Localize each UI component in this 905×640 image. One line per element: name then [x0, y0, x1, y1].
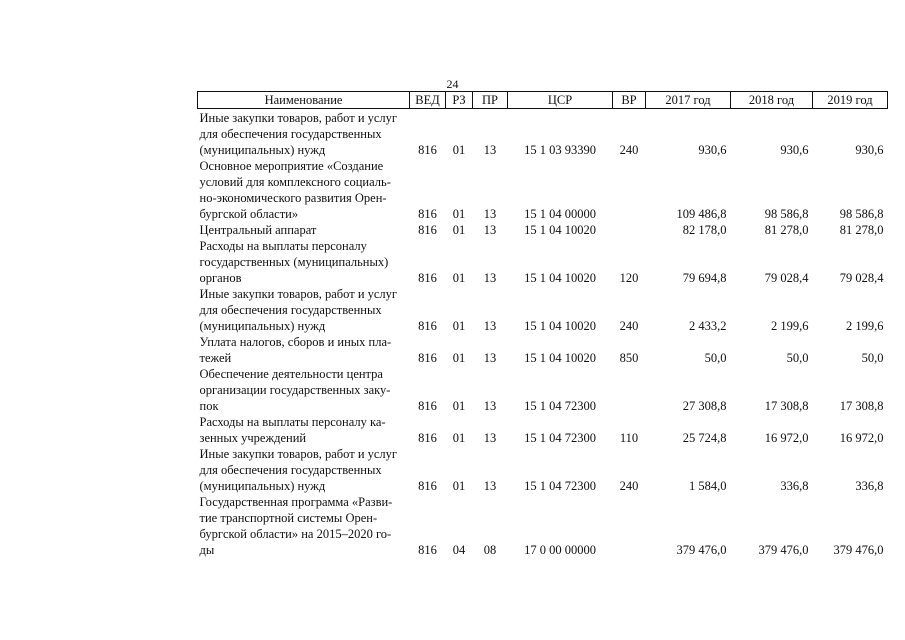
- ved-cell: 816: [418, 207, 437, 221]
- amount-2019-cell: 98 586,8: [839, 207, 884, 221]
- item-name-cell: [198, 366, 410, 414]
- item-name-line: для обеспечения государственных: [199, 127, 382, 141]
- vr-cell: 240: [619, 319, 639, 333]
- amount-2017-cell: 109 486,8: [676, 207, 727, 221]
- item-name-line: государственных (муниципальных): [199, 255, 389, 269]
- item-name-line: бургской области» на 2015–2020 го-: [199, 527, 392, 541]
- header-rz: РЗ: [446, 92, 473, 109]
- pr-cell: 13: [483, 143, 497, 157]
- amount-2019-cell: 2 199,6: [846, 319, 884, 333]
- ved-cell: 816: [418, 543, 437, 557]
- amount-2018-cell: 379 476,0: [758, 543, 809, 557]
- rz-cell: 01: [452, 351, 466, 365]
- pr-cell: 13: [483, 271, 497, 285]
- amount-2017-cell: 82 178,0: [682, 223, 727, 237]
- amount-2018-cell: 16 972,0: [764, 431, 809, 445]
- item-name-line: тежей: [199, 351, 232, 365]
- rz-cell: 01: [452, 479, 466, 493]
- rz-cell: 01: [452, 223, 466, 237]
- csr-cell: 15 1 03 93390: [524, 143, 596, 157]
- item-name-line: Иные закупки товаров, работ и услуг: [199, 447, 398, 461]
- ved-cell: 816: [418, 271, 437, 285]
- vr-cell: [613, 494, 646, 558]
- rz-cell: 04: [452, 543, 466, 557]
- item-name-line: зенных учреждений: [199, 431, 307, 445]
- rz-cell: 01: [452, 431, 466, 445]
- amount-2017-cell: 379 476,0: [676, 543, 727, 557]
- csr-cell: 15 1 04 10020: [524, 223, 596, 237]
- item-name-line: Иные закупки товаров, работ и услуг: [199, 111, 398, 125]
- rz-cell: 01: [452, 143, 466, 157]
- item-name-line: (муниципальных) нужд: [199, 319, 326, 333]
- amount-2017-cell: 2 433,2: [689, 319, 727, 333]
- table-row: [198, 334, 888, 366]
- csr-cell: 15 1 04 72300: [524, 399, 596, 413]
- vr-cell: 240: [619, 143, 639, 157]
- amount-2017-cell: 930,6: [698, 143, 727, 157]
- item-name-line: (муниципальных) нужд: [199, 143, 326, 157]
- vr-cell: 240: [619, 479, 639, 493]
- table-row: [198, 446, 888, 494]
- item-name-line: для обеспечения государственных: [199, 463, 382, 477]
- header-2017: 2017 год: [646, 92, 731, 109]
- vr-cell: [613, 222, 646, 238]
- budget-table: [197, 91, 888, 558]
- csr-cell: 15 1 04 72300: [524, 479, 596, 493]
- csr-cell: 15 1 04 00000: [524, 207, 596, 221]
- amount-2019-cell: 50,0: [861, 351, 884, 365]
- item-name-cell: [198, 494, 410, 558]
- item-name-cell: [198, 109, 410, 159]
- csr-cell: 15 1 04 10020: [524, 271, 596, 285]
- item-name-line: органов: [199, 271, 242, 285]
- csr-cell: 15 1 04 10020: [524, 351, 596, 365]
- rz-cell: 01: [452, 207, 466, 221]
- ved-cell: 816: [418, 319, 437, 333]
- item-name-cell: [198, 334, 410, 366]
- item-name-line: Иные закупки товаров, работ и услуг: [199, 287, 398, 301]
- item-name-line: тие транспортной системы Орен-: [199, 511, 378, 525]
- table-row: [198, 366, 888, 414]
- header-2018: 2018 год: [731, 92, 813, 109]
- table-row: [198, 286, 888, 334]
- amount-2019-cell: 81 278,0: [839, 223, 884, 237]
- amount-2019-cell: 79 028,4: [839, 271, 884, 285]
- vr-cell: 120: [619, 271, 639, 285]
- table-row: [198, 238, 888, 286]
- amount-2018-cell: 336,8: [780, 479, 809, 493]
- pr-cell: 13: [483, 319, 497, 333]
- header-pr: ПР: [473, 92, 508, 109]
- pr-cell: 13: [483, 223, 497, 237]
- item-name-cell: [198, 158, 410, 222]
- amount-2018-cell: 79 028,4: [764, 271, 809, 285]
- item-name-line: но-экономического развития Орен-: [199, 191, 387, 205]
- item-name-line: Уплата налогов, сборов и иных пла-: [199, 335, 392, 349]
- pr-cell: 13: [483, 351, 497, 365]
- item-name-cell: [198, 222, 410, 238]
- amount-2017-cell: 50,0: [704, 351, 727, 365]
- item-name-line: для обеспечения государственных: [199, 303, 382, 317]
- amount-2019-cell: 336,8: [855, 479, 884, 493]
- item-name-line: бургской области»: [199, 207, 299, 221]
- amount-2019-cell: 379 476,0: [833, 543, 884, 557]
- csr-cell: 15 1 04 10020: [524, 319, 596, 333]
- vr-cell: 110: [619, 431, 639, 445]
- ved-cell: 816: [418, 143, 437, 157]
- item-name-line: Расходы на выплаты персоналу ка-: [199, 415, 386, 429]
- table-body: [198, 109, 888, 559]
- rz-cell: 01: [452, 271, 466, 285]
- table-row: [198, 494, 888, 558]
- pr-cell: 13: [483, 207, 497, 221]
- item-name-cell: [198, 414, 410, 446]
- rz-cell: 01: [452, 399, 466, 413]
- table-row: [198, 222, 888, 238]
- amount-2018-cell: 2 199,6: [771, 319, 809, 333]
- csr-cell: 17 0 00 00000: [524, 543, 596, 557]
- header-name: Наименование: [198, 92, 410, 109]
- item-name-line: организации государственных заку-: [199, 383, 391, 397]
- item-name-cell: [198, 446, 410, 494]
- amount-2017-cell: 25 724,8: [682, 431, 727, 445]
- amount-2018-cell: 50,0: [786, 351, 809, 365]
- header-2019: 2019 год: [813, 92, 888, 109]
- ved-cell: 816: [418, 223, 437, 237]
- amount-2018-cell: 98 586,8: [764, 207, 809, 221]
- pr-cell: 08: [483, 543, 497, 557]
- ved-cell: 816: [418, 399, 437, 413]
- header-ved: ВЕД: [410, 92, 446, 109]
- amount-2017-cell: 79 694,8: [682, 271, 727, 285]
- item-name-line: условий для комплексного социаль-: [199, 175, 391, 189]
- item-name-cell: [198, 286, 410, 334]
- amount-2018-cell: 930,6: [780, 143, 809, 157]
- item-name-line: ды: [199, 543, 215, 557]
- table-row: [198, 414, 888, 446]
- amount-2017-cell: 1 584,0: [689, 479, 727, 493]
- header-csr: ЦСР: [508, 92, 613, 109]
- amount-2018-cell: 17 308,8: [764, 399, 809, 413]
- item-name-line: пок: [199, 399, 219, 413]
- amount-2017-cell: 27 308,8: [682, 399, 727, 413]
- table-header: [198, 92, 888, 109]
- pr-cell: 13: [483, 479, 497, 493]
- csr-cell: 15 1 04 72300: [524, 431, 596, 445]
- vr-cell: 850: [619, 351, 639, 365]
- item-name-cell: [198, 238, 410, 286]
- page-number: 24: [446, 77, 459, 91]
- pr-cell: 13: [483, 431, 497, 445]
- rz-cell: 01: [452, 319, 466, 333]
- vr-cell: [613, 158, 646, 222]
- item-name-line: Обеспечение деятельности центра: [199, 367, 383, 381]
- amount-2019-cell: 16 972,0: [839, 431, 884, 445]
- table-row: [198, 109, 888, 159]
- amount-2019-cell: 17 308,8: [839, 399, 884, 413]
- pr-cell: 13: [483, 399, 497, 413]
- ved-cell: 816: [418, 351, 437, 365]
- item-name-line: Расходы на выплаты персоналу: [199, 239, 367, 253]
- ved-cell: 816: [418, 431, 437, 445]
- item-name-line: Основное мероприятие «Создание: [199, 159, 384, 173]
- item-name-line: (муниципальных) нужд: [199, 479, 326, 493]
- header-row: [198, 92, 888, 109]
- table-row: [198, 158, 888, 222]
- header-vr: ВР: [613, 92, 646, 109]
- amount-2018-cell: 81 278,0: [764, 223, 809, 237]
- ved-cell: 816: [418, 479, 437, 493]
- vr-cell: [613, 366, 646, 414]
- item-name-line: Центральный аппарат: [199, 223, 317, 237]
- amount-2019-cell: 930,6: [855, 143, 884, 157]
- item-name-line: Государственная программа «Разви-: [199, 495, 393, 509]
